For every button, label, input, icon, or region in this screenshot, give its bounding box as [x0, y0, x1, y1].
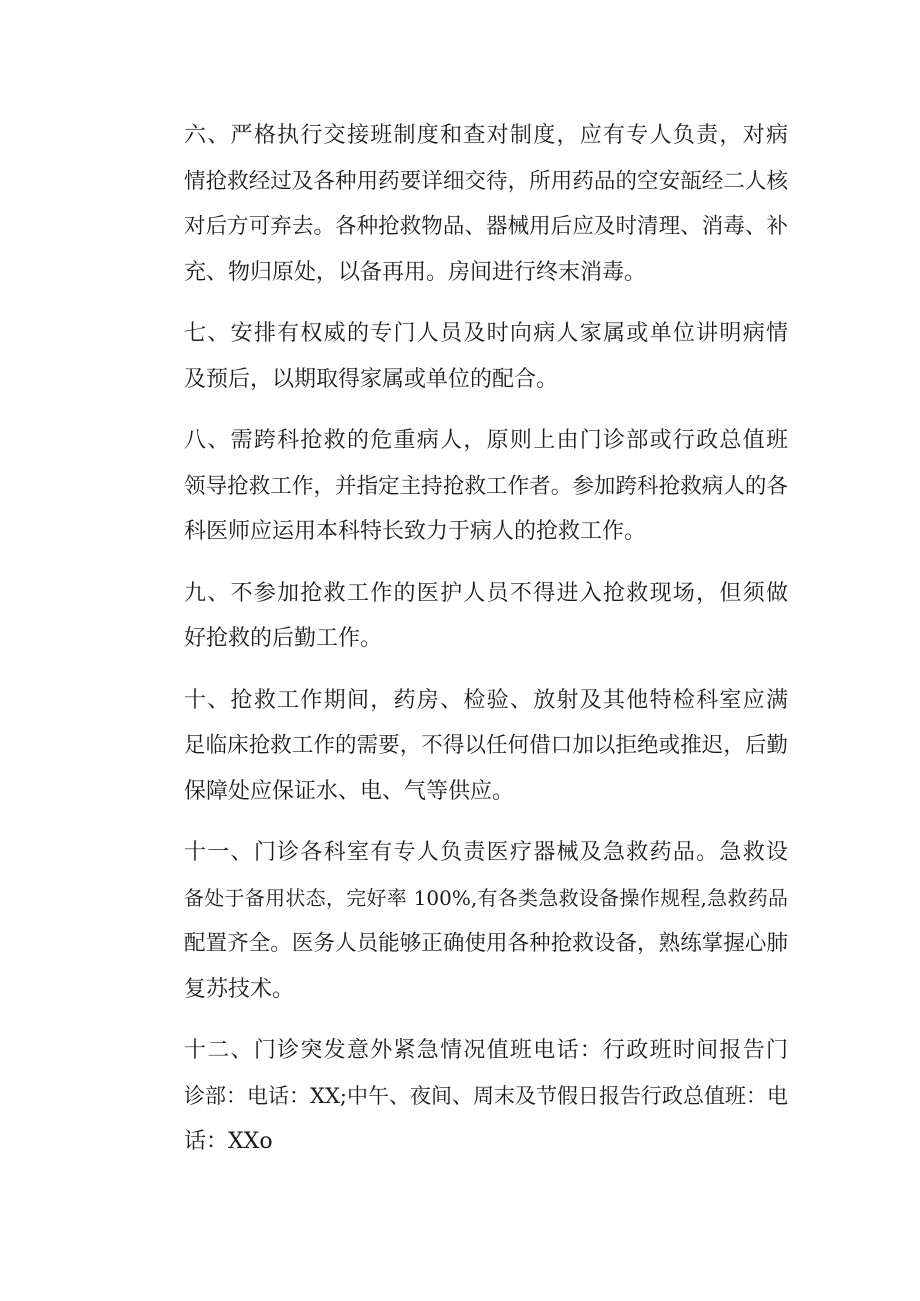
text-line: 好抢救的后勤工作。	[184, 626, 383, 651]
text-line: 六、严格执行交接班制度和查对制度，应有专人负责，对病	[184, 123, 788, 148]
text-line: 领导抢救工作，并指定主持抢救工作者。参加跨科抢救病人的各	[184, 473, 788, 499]
paragraph-eleven	[136, 830, 788, 1012]
text-line: 科医师应运用本科特长致力于病人的抢救工作。	[184, 519, 647, 544]
text-line: 保障处应保证水、电、气等供应。	[184, 778, 515, 804]
paragraph-seven	[136, 311, 788, 402]
text-line: 足临床抢救工作的需要，不得以任何借口加以拒绝或推迟，后勤	[184, 733, 788, 758]
text-line: 情抢救经过及各种用药要详细交待，所用药品的空安瓿经二人核	[184, 168, 788, 194]
paragraph-eight	[136, 418, 788, 555]
text-line: 充、物归原处，以备再用。房间进行终末消毒。	[184, 259, 647, 285]
text-line: 十一、门诊各科室有专人负责医疗器械及急救药品。急救设	[184, 840, 788, 865]
paragraph-nine	[136, 571, 788, 662]
paragraph-twelve	[136, 1028, 788, 1165]
text-line: 复苏技术。	[184, 976, 295, 1002]
text-line: 备处于备用状态，完好率 100%,有各类急救设备操作规程,急救药品	[184, 885, 788, 910]
text-line: 及预后，以期取得家属或单位的配合。	[184, 366, 559, 392]
text-line: 诊部：电话：XX;中午、夜间、周末及节假日报告行政总值班：电	[184, 1083, 788, 1108]
text-line: 话：XXo	[184, 1129, 273, 1154]
paragraph-six	[136, 113, 788, 295]
document-page	[136, 113, 788, 1165]
text-line: 配置齐全。医务人员能够正确使用各种抢救设备，熟练掌握心肺	[184, 931, 788, 956]
text-line: 八、需跨科抢救的危重病人，原则上由门诊部或行政总值班	[184, 428, 788, 453]
text-line: 十、抢救工作期间，药房、检验、放射及其他特检科室应满	[184, 687, 788, 713]
text-line: 七、安排有权威的专门人员及时向病人家属或单位讲明病情	[184, 321, 788, 346]
text-line: 对后方可弃去。各种抢救物品、器械用后应及时清理、消毒、补	[184, 214, 788, 239]
text-line: 九、不参加抢救工作的医护人员不得进入抢救现场，但须做	[184, 580, 788, 606]
paragraph-ten	[136, 678, 788, 815]
text-line: 十二、门诊突发意外紧急情况值班电话：行政班时间报告门	[184, 1038, 788, 1063]
